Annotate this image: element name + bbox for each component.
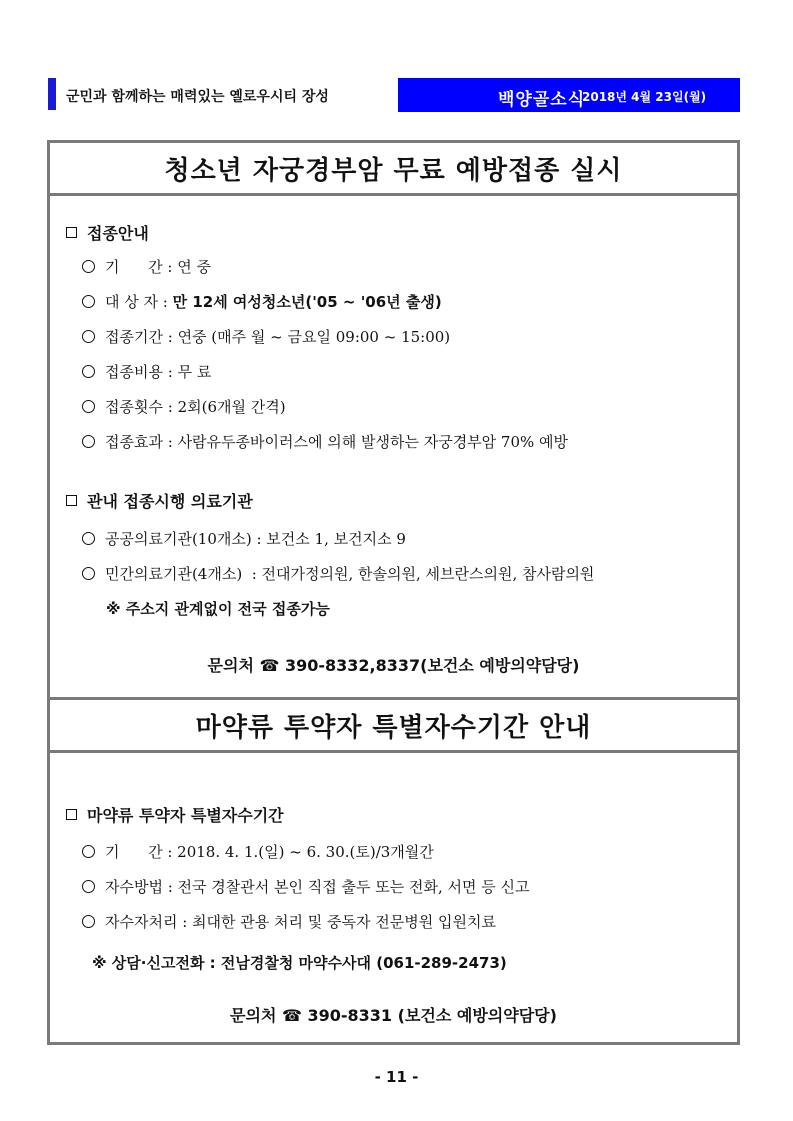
heading-text: 관내 접종시행 의료기관 (87, 492, 253, 511)
item-value: 연중 (매주 월 ~ 금요일 09:00 ~ 15:00) (177, 328, 451, 346)
circle-bullet-icon (82, 880, 95, 893)
publication-date: 2018년 4월 23일(월) (582, 90, 707, 104)
item-value: 사람유두종바이러스에 의해 발생하는 자궁경부암 70% 예방 (177, 433, 569, 451)
institution-public (82, 528, 406, 549)
circle-bullet-icon (82, 295, 95, 308)
header-accent-bar (48, 78, 56, 110)
info-item-doses (82, 396, 286, 417)
item-text: 자수자처리 : 최대한 관용 처리 및 중독자 전문병원 입원치료 (105, 913, 496, 931)
item-label: 접종기간 : (105, 328, 178, 346)
circle-bullet-icon (82, 845, 95, 858)
square-bullet-icon (66, 495, 77, 506)
info-item-schedule (82, 326, 450, 347)
item-label: 기 간 : (105, 258, 178, 276)
item-value: 연 중 (177, 258, 211, 276)
item-text: 기 간 : 2018. 4. 1.(일) ~ 6. 30.(토)/3개월간 (105, 843, 434, 861)
section-heading-institutions (66, 489, 253, 512)
item-label: 접종효과 : (105, 433, 178, 451)
vaccination-title: 청소년 자궁경부암 무료 예방접종 실시 (50, 143, 737, 196)
item-label: 접종비용 : (105, 363, 178, 381)
item-label: 접종횟수 : (105, 398, 178, 416)
page-header (48, 78, 740, 112)
circle-bullet-icon (82, 365, 95, 378)
item-text: 공공의료기관(10개소) : 보건소 1, 보건지소 9 (105, 530, 406, 548)
item-value: 만 12세 여성청소년('05 ~ '06년 출생) (172, 293, 442, 311)
heading-text: 마약류 투약자 특별자수기간 (87, 806, 284, 825)
item-text: 민간의료기관(4개소) : 전대가정의원, 한솔의원, 세브란스의원, 참사람의원 (105, 565, 595, 583)
header-slogan: 군민과 함께하는 매력있는 옐로우시티 장성 (66, 89, 329, 105)
info-item-period (82, 256, 211, 277)
amnesty-method (82, 876, 530, 897)
hotline-note: ※ 상담·신고전화 : 전남경찰청 마약수사대 (061-289-2473) (92, 954, 507, 972)
info-item-effect (82, 431, 568, 452)
square-bullet-icon (66, 809, 77, 820)
item-label: 대 상 자 : (105, 293, 173, 311)
amnesty-period (82, 841, 434, 862)
institution-private (82, 563, 594, 584)
drug-amnesty-box (47, 697, 740, 1045)
square-bullet-icon (66, 227, 77, 238)
contact-vaccination: 문의처 ☎ 390-8332,8337(보건소 예방의약담당) (207, 656, 580, 675)
circle-bullet-icon (82, 330, 95, 343)
circle-bullet-icon (82, 915, 95, 928)
info-item-target (82, 291, 442, 312)
item-text: 자수방법 : 전국 경찰관서 본인 직접 출두 또는 전화, 서면 등 신고 (105, 878, 530, 896)
circle-bullet-icon (82, 435, 95, 448)
section-heading-amnesty (66, 803, 284, 826)
circle-bullet-icon (82, 400, 95, 413)
page-number: - 11 - (374, 1068, 419, 1086)
header-banner (398, 78, 740, 112)
contact-amnesty: 문의처 ☎ 390-8331 (보건소 예방의약담당) (230, 1006, 557, 1025)
publication-name: 백양골소식 (498, 90, 586, 110)
amnesty-treatment (82, 911, 496, 932)
circle-bullet-icon (82, 260, 95, 273)
circle-bullet-icon (82, 532, 95, 545)
circle-bullet-icon (82, 567, 95, 580)
info-item-cost (82, 361, 211, 382)
nationwide-note: ※ 주소지 관계없이 전국 접종가능 (106, 600, 330, 618)
vaccination-notice-box (47, 140, 740, 700)
drug-amnesty-title: 마약류 투약자 특별자수기간 안내 (50, 700, 737, 753)
item-value: 무 료 (177, 363, 212, 381)
section-heading-vaccination-info (66, 221, 149, 244)
heading-text: 접종안내 (87, 224, 149, 243)
item-value: 2회(6개월 간격) (177, 398, 286, 416)
